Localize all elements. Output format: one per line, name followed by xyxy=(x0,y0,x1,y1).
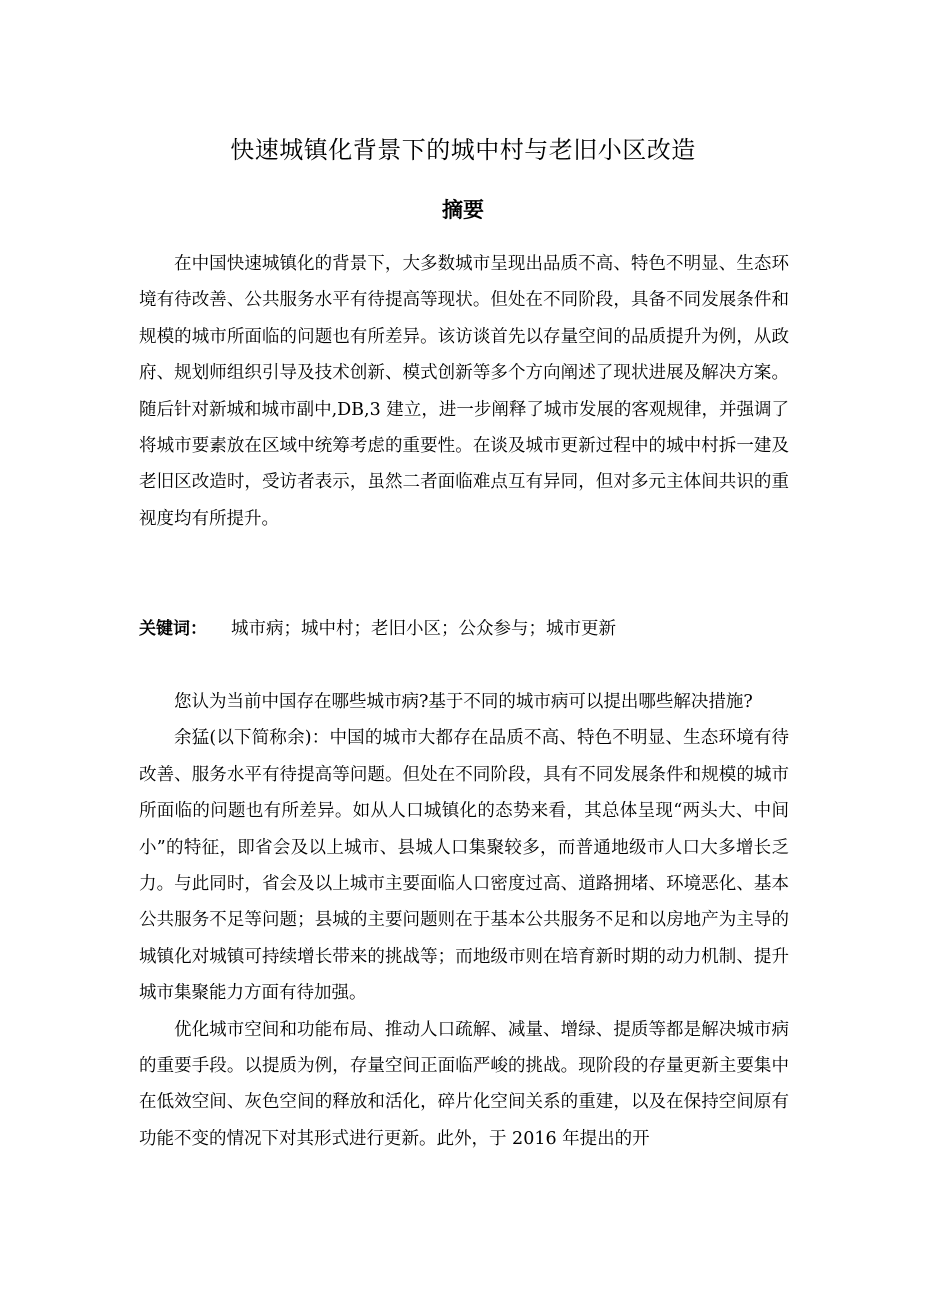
abstract-paragraph: 在中国快速城镇化的背景下，大多数城市呈现出品质不高、特色不明显、生态环境有待改善、公共服务水平有待提高等现状。但处在不同阶段，具备不同发展条件和规模的城市所面临的问题也有所差异。该访谈首先以存量空间的品质提升为例，从政府、规划师组织引导及技术创新、模式创新等多个方向阐述了现状进展及解决方案。随后针对新城和城市副中,DB,3 建立，进一步阐释了城市发展的客观规律，并强调了将城市要素放在区域中统筹考虑的重要性。在谈及城市更新过程中的城中村拆一建及老旧区改造时，受访者表示，虽然二者面临难点互有异同，但对多元主体间共识的重视度均有所提升。 xyxy=(139,254,789,529)
main-body xyxy=(139,684,789,1157)
keywords-line xyxy=(139,612,789,646)
question-paragraph: 您认为当前中国存在哪些城市病?基于不同的城市病可以提出哪些解决措施? xyxy=(174,692,753,712)
abstract-section xyxy=(139,246,789,537)
body-paragraph: 优化城市空间和功能布局、推动人口疏解、减量、增绿、提质等都是解决城市病的重要手段。以提质为例，存量空间正面临严峻的挑战。现阶段的存量更新主要集中在低效空间、灰色空间的释放和活化，碎片化空间关系的重建，以及在保持空间原有功能不变的情况下对其形式进行更新。此外，于 2016 年提出的开 xyxy=(139,1019,789,1149)
document-title: 快速城镇化背景下的城中村与老旧小区改造 xyxy=(230,136,696,164)
abstract-heading: 摘要 xyxy=(442,198,484,222)
keywords-label: 关键词： xyxy=(139,619,207,639)
keywords-list: 城市病；城中村；老旧小区；公众参与；城市更新 xyxy=(231,619,616,639)
answer-paragraph: 余猛(以下简称余)：中国的城市大都存在品质不高、特色不明显、生态环境有待改善、服务水平有待提高等问题。但处在不同阶段，具有不同发展条件和规模的城市所面临的问题也有所差异。如从人口城镇化的态势来看，其总体呈现“两头大、中间小”的特征，即省会及以上城市、县城人口集聚较多，而普通地级市人口大多增长乏力。与此同时，省会及以上城市主要面临人口密度过高、道路拥堵、环境恶化、基本公共服务不足等问题；县城的主要问题则在于基本公共服务不足和以房地产为主导的城镇化对城镇可持续增长带来的挑战等；而地级市则在培育新时期的动力机制、提升城市集聚能力方面有待加强。 xyxy=(139,728,789,1004)
